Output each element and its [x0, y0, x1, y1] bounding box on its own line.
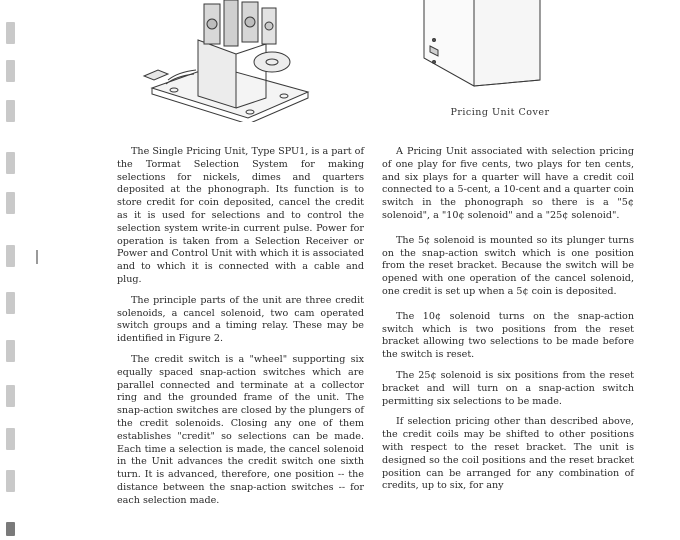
binding-hole	[6, 192, 15, 214]
figure-caption: Pricing Unit Cover	[450, 107, 550, 118]
other-pricing-paragraph: If selection pricing other than described above, the credit coils may be shifted to other positions with respect to the reset bracket. The unit is designed so the coil positions and the reset bracket position can be arranged for any combination of credits, up to six, for any	[382, 416, 634, 492]
binding-hole	[6, 385, 15, 407]
binding-hole	[6, 100, 15, 122]
binding-hole	[6, 428, 15, 450]
credit-switch-paragraph: The credit switch is a "wheel" supporting six equally spaced snap-action switches which are parallel connected and terminate at a collector ring and the grounded frame of the unit. The snap-action switches are closed by the plungers of the credit solenoids. Closing any one of them establishes "credit" so selections can be made. Each time a selection is made, the cancel solenoid in the Unit advances the credit switch one sixth turn. It is advanced, therefore, one position -- the distance between the snap-action switches -- for each selection made.	[117, 353, 364, 506]
binding-hole	[6, 522, 15, 536]
pricing-unit-cover-illustration	[418, 0, 548, 96]
binding-hole	[6, 152, 15, 174]
five-cent-solenoid-paragraph: The 5¢ solenoid is mounted so its plunger turns on the snap-action switch which is one position from the reset bracket. Because the switch will be opened with one operation of the cancel solenoid, one credit is set up when a 5¢ coin is deposited.	[382, 234, 634, 297]
intro-paragraph: The Single Pricing Unit, Type SPU1, is a part of the Tormat Selection System for making selections for nickels, dimes and quarters deposited at the phonograph. Its function is to store credit for coin deposited, cancel the credit as it is used for selections and to control the selection system write-in current pulse. Power for operation is taken from a Selection Receiver or Power and Control Unit with which it is associated and to which it is connected with a cable and plug.	[117, 146, 364, 285]
margin-mark	[36, 250, 38, 264]
principal-parts-paragraph: The principle parts of the unit are three credit solenoids, a cancel solenoid, two cam operated switch groups and a timing relay. These may be identified in Figure 2.	[117, 294, 364, 345]
quarter-solenoid-paragraph: The 25¢ solenoid is six positions from the reset bracket and will turn on a snap-action switch permitting six selections to be made.	[382, 369, 634, 407]
binding-edge	[0, 0, 24, 540]
binding-hole	[6, 470, 15, 492]
pricing-unit-illustration	[138, 0, 318, 122]
pricing-unit-paragraph: A Pricing Unit associated with selection pricing of one play for five cents, two plays for ten cents, and six plays for a quarter will have a credit coil connected to a 5-cent, a 10-cent and a quarter coin switch in the phonograph so there is a "5¢ solenoid", a "10¢ solenoid" and a "25¢ solenoid".	[382, 146, 634, 221]
binding-hole	[6, 292, 15, 314]
binding-hole	[6, 340, 15, 362]
binding-hole	[6, 60, 15, 82]
ten-cent-solenoid-paragraph: The 10¢ solenoid turns on the snap-action switch which is two positions from the reset bracket allowing two selections to be made before the switch is reset.	[382, 310, 634, 361]
binding-hole	[6, 22, 15, 44]
left-text-column	[117, 146, 364, 516]
binding-hole	[6, 245, 15, 267]
right-text-column	[382, 146, 634, 501]
